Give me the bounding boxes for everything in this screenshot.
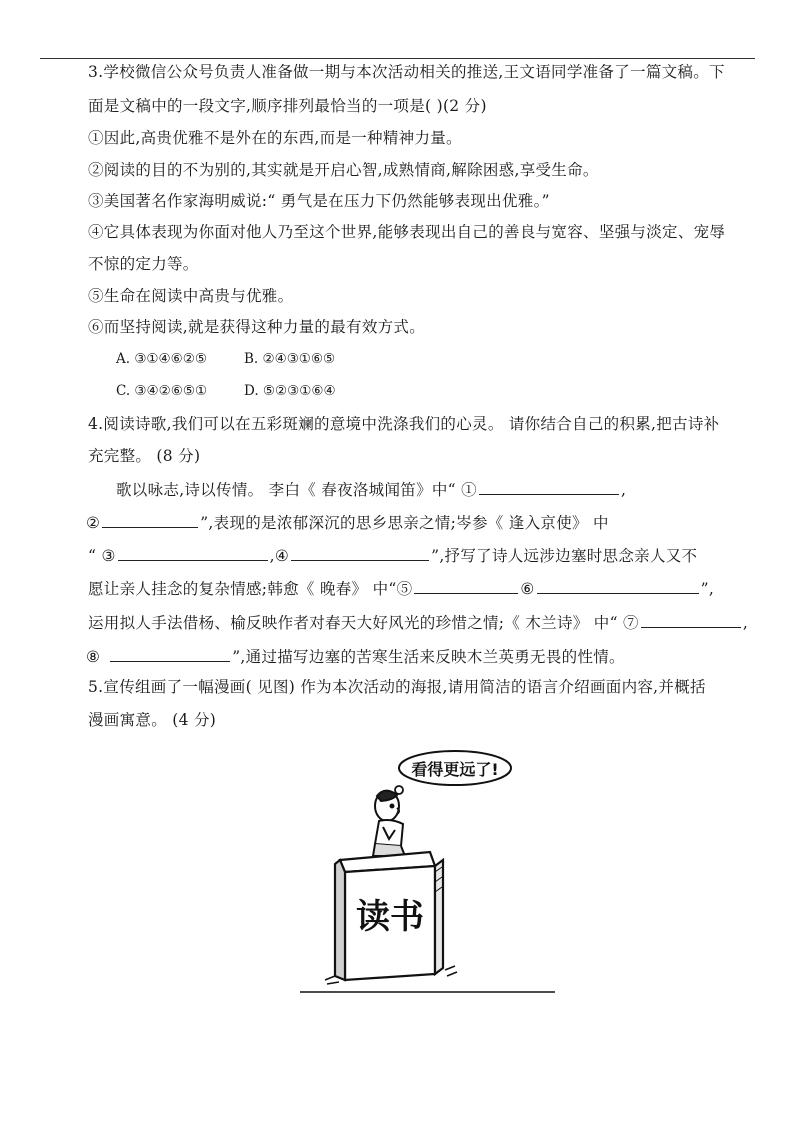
answer-blank-6[interactable] (537, 577, 699, 594)
answer-blank-7[interactable] (641, 611, 741, 628)
q3-sentence-3: ③美国著名作家海明威说:“ 勇气是在压力下仍然能够表现出优雅。” (88, 192, 550, 210)
q3-sentence-1: ①因此,高贵优雅不是外在的东西,而是一种精神力量。 (88, 129, 462, 147)
answer-blank-2[interactable] (102, 511, 198, 528)
q4-poem-line4: 愿让亲人挂念的复杂情感;韩愈《 晚春》 中“⑤ ⑥ ”, (88, 577, 714, 599)
bubble-text: 看得更远了! (411, 760, 499, 779)
q3-sentence-2: ②阅读的目的不为别的,其实就是开启心智,成熟情商,解除困惑,享受生命。 (88, 161, 599, 179)
q4-poem-line2: ② ”,表现的是浓郁深沉的思乡思亲之情;岑参《 逢入京使》 中 (86, 511, 609, 533)
q3-sentence-6: ⑥而坚持阅读,就是获得这种力量的最有效方式。 (88, 318, 426, 336)
top-rule (40, 58, 755, 59)
boy-figure (373, 791, 405, 856)
answer-blank-4[interactable] (291, 544, 429, 561)
answer-blank-8[interactable] (110, 645, 230, 662)
q3-stem-line1: 3.学校微信公众号负责人准备做一期与本次活动相关的推送,王文语同学准备了一篇文稿。下 (88, 63, 725, 81)
q3-sentence-5: ⑤生命在阅读中高贵与优雅。 (88, 287, 294, 305)
q3-stem-line2: 面是文稿中的一段文字,顺序排列最恰当的一项是( )(2 分) (88, 97, 487, 115)
bubble-dot-large (395, 786, 403, 794)
q5-stem-line2: 漫画寓意。 (4 分) (88, 711, 217, 729)
q3-option-a: A. ③①④⑥②⑤ (116, 351, 207, 367)
q3-sentence-4-line2: 不惊的定力等。 (88, 255, 199, 273)
q4-stem-line1: 4.阅读诗歌,我们可以在五彩斑斓的意境中洗涤我们的心灵。 请你结合自己的积累,把古诗补 (88, 415, 720, 433)
book-title-text: 读书 (356, 897, 424, 937)
answer-blank-3[interactable] (118, 544, 268, 561)
reading-comic-illustration (295, 748, 560, 998)
q3-option-c: C. ③④②⑥⑤① (116, 383, 208, 399)
q3-sentence-4-line1: ④它具体表现为你面对他人乃至这个世界,能够表现出自己的善良与宽容、坚强与淡定、宠辱 (88, 223, 726, 241)
q4-poem-line3: “ ③ ,④ ”,抒写了诗人远涉边塞时思念亲人又不 (88, 544, 697, 566)
q4-stem-line2: 充完整。 (8 分) (88, 447, 201, 465)
q4-poem-line6: ⑧ ”,通过描写边塞的苦寒生活来反映木兰英勇无畏的性情。 (86, 645, 625, 667)
answer-blank-1[interactable] (479, 478, 619, 495)
q3-option-b: B. ②④③①⑥⑤ (244, 351, 336, 367)
q4-poem-line5: 运用拟人手法借杨、榆反映作者对春天大好风光的珍惜之情;《 木兰诗》 中“ ⑦ , (88, 611, 748, 633)
q4-poem-line1: 歌以咏志,诗以传情。 李白《 春夜洛城闻笛》中“ ① , (116, 478, 626, 500)
q5-stem-line1: 5.宣传组画了一幅漫画( 见图) 作为本次活动的海报,请用简洁的语言介绍画面内容,并概括 (88, 678, 706, 696)
q3-option-d: D. ⑤②③①⑥④ (244, 383, 336, 399)
answer-blank-5[interactable] (414, 577, 518, 594)
